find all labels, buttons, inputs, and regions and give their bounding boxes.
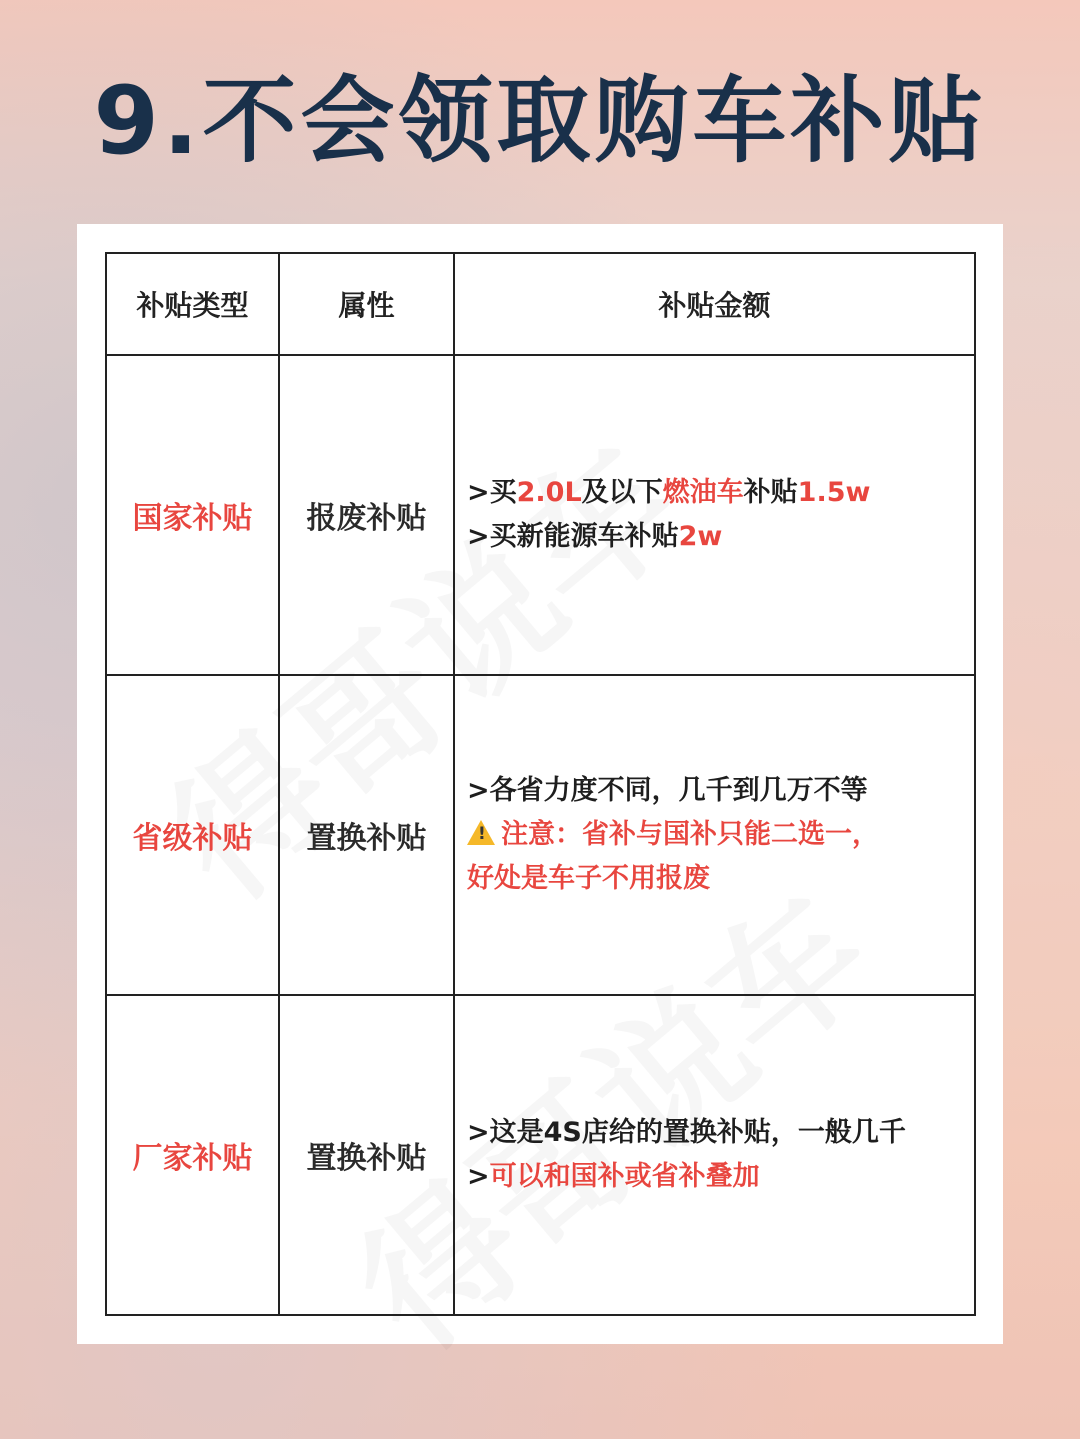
subsidy-type: 国家补贴	[106, 355, 279, 675]
table-row	[106, 355, 975, 675]
subsidy-attribute: 报废补贴	[279, 355, 454, 675]
text-segment: 补贴	[743, 477, 798, 508]
text-segment: >买新能源车补贴	[467, 521, 679, 552]
subsidy-type: 省级补贴	[106, 675, 279, 995]
text-segment: >买	[467, 477, 517, 508]
amount-line	[467, 515, 966, 559]
amount-line	[467, 1155, 966, 1199]
amount-line: >各省力度不同，几千到几万不等	[467, 775, 868, 806]
text-segment: 及以下	[581, 477, 663, 508]
header-attribute: 属性	[279, 253, 454, 355]
highlight-text: 可以和国补或省补叠加	[489, 1161, 760, 1192]
text-segment: >	[467, 1161, 490, 1192]
highlight-value: 1.5w	[797, 477, 871, 508]
warning-note-continued: 好处是车子不用报废	[467, 863, 710, 894]
subsidy-amount	[454, 355, 975, 675]
highlight-value: 2w	[678, 521, 723, 552]
table-row	[106, 675, 975, 995]
subsidy-amount	[454, 675, 975, 995]
highlight-value: 2.0L	[516, 477, 582, 508]
table-header-row	[106, 253, 975, 355]
subsidy-table	[105, 252, 976, 1316]
subsidy-attribute: 置换补贴	[279, 675, 454, 995]
page-title: 9.不会领取购车补贴	[93, 67, 987, 176]
note-text: 注意：省补与国补只能二选一，	[501, 819, 879, 850]
header-subsidy-amount: 补贴金额	[454, 253, 975, 355]
amount-line: >这是4S店给的置换补贴，一般几千	[467, 1117, 906, 1148]
amount-line	[467, 471, 966, 515]
warning-icon	[467, 820, 495, 845]
table-row	[106, 995, 975, 1315]
subsidy-attribute: 置换补贴	[279, 995, 454, 1315]
subsidy-type: 厂家补贴	[106, 995, 279, 1315]
header-subsidy-type: 补贴类型	[106, 253, 279, 355]
warning-note	[467, 813, 966, 857]
highlight-value: 燃油车	[662, 477, 744, 508]
subsidy-amount	[454, 995, 975, 1315]
